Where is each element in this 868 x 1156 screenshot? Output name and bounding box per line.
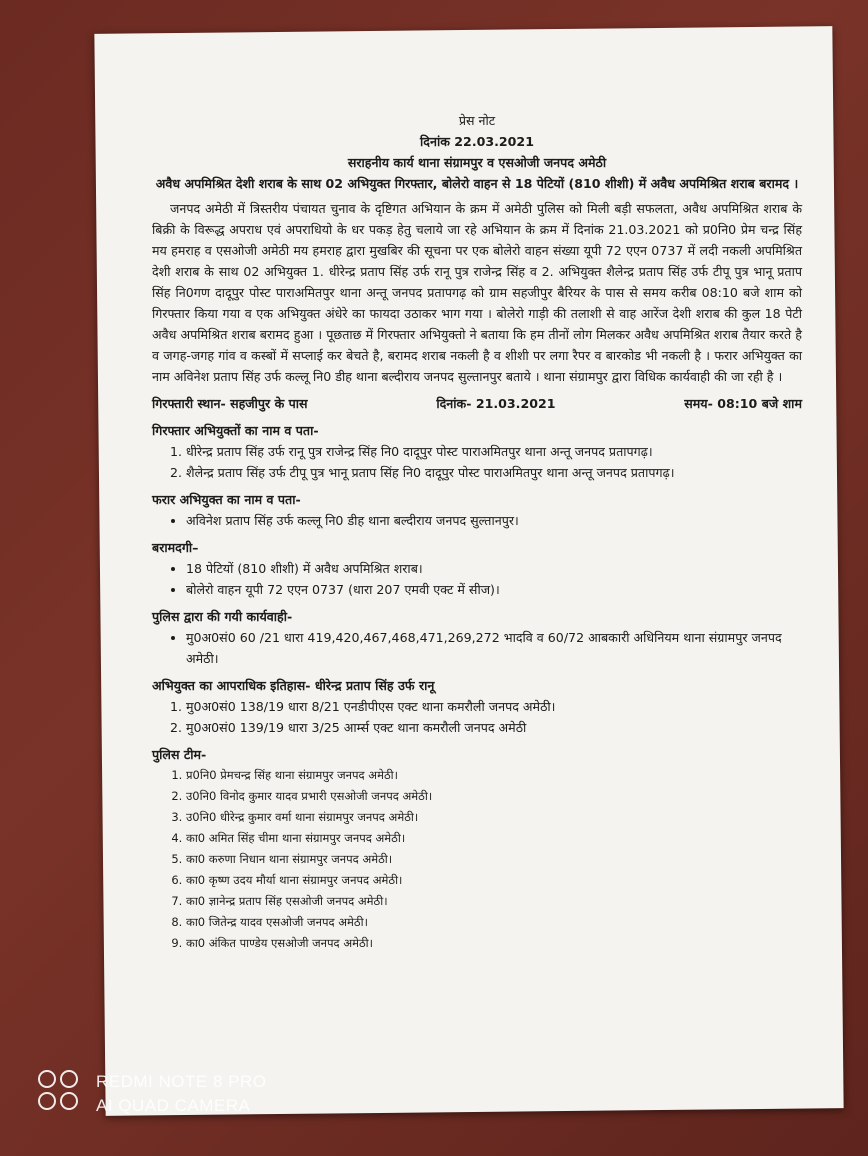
- arrested-list: [152, 441, 802, 483]
- list-item: • बोलेरो वाहन यूपी 72 एएन 0737 (धारा 207 एमवी एक्ट में सीज)।: [186, 579, 802, 600]
- arrest-date: दिनांक- 21.03.2021: [436, 396, 556, 411]
- press-note: [152, 110, 802, 954]
- list-item: 8. का0 जितेन्द्र यादव एसओजी जनपद अमेठी।: [186, 912, 802, 933]
- arrest-place: गिरफ्तारी स्थान- सहजीपुर के पास: [152, 396, 308, 411]
- list-item: 2. उ0नि0 विनोद कुमार यादव प्रभारी एसओजी जनपद अमेठी।: [186, 786, 802, 807]
- list-item: 4. का0 अमित सिंह चीमा थाना संग्रामपुर जनपद अमेठी।: [186, 828, 802, 849]
- heading-secondary: अवैध अपमिश्रित देशी शराब के साथ 02 अभियुक्त गिरफ्तार, बोलेरो वाहन से 18 पेटियों (810 शीशी) में अवैध अपमिश्रित शराब बरामद ।: [155, 176, 799, 191]
- absconding-heading: फरार अभियुक्त का नाम व पता-: [152, 492, 301, 507]
- header-block: [152, 110, 802, 194]
- history-list: [152, 696, 802, 738]
- action-list: [152, 627, 802, 669]
- list-item: 5. का0 करुणा निधान थाना संग्रामपुर जनपद अमेठी।: [186, 849, 802, 870]
- list-item: 2. मु0अ0सं0 139/19 धारा 3/25 आर्म्स एक्ट थाना कमरौली जनपद अमेठी: [186, 717, 802, 738]
- list-item: • मु0अ0सं0 60 /21 धारा 419,420,467,468,471,269,272 भादवि व 60/72 आबकारी अधिनियम थाना संग्रामपुर जनपद अमेठी।: [186, 627, 802, 669]
- heading-primary: सराहनीय कार्य थाना संग्रामपुर व एसओजी जनपद अमेठी: [347, 155, 607, 170]
- watermark-line-1: REDMI NOTE 8 PRO: [96, 1072, 267, 1091]
- team-heading: पुलिस टीम-: [152, 747, 207, 762]
- recovery-list: [152, 558, 802, 600]
- list-item: 7. का0 ज्ञानेन्द्र प्रताप सिंह एसओजी जनपद अमेठी।: [186, 891, 802, 912]
- recovery-heading: बरामदगी–: [152, 540, 199, 555]
- list-item: 1. प्र0नि0 प्रेमचन्द्र सिंह थाना संग्रामपुर जनपद अमेठी।: [186, 765, 802, 786]
- team-list: [152, 765, 802, 954]
- history-heading: अभियुक्त का आपराधिक इतिहास- धीरेन्द्र प्रताप सिंह उर्फ रानू: [152, 678, 435, 693]
- watermark-line-2: AI QUAD CAMERA: [96, 1096, 251, 1115]
- arrest-info-row: [152, 393, 802, 414]
- action-heading: पुलिस द्वारा की गयी कार्यवाही-: [152, 609, 293, 624]
- body-paragraph: जनपद अमेठी में त्रिस्तरीय पंचायत चुनाव के दृष्टिगत अभियान के क्रम में अमेठी पुलिस को मिली बड़ी सफलता, अवैध अपमिश्रित शराब के बिक्री के विरूद्ध अपराध एवं अपराधियो के धर पकड़ हेतु चलाये जा रहे अभियान के क्रम में दिनांक 21.03.2021 को प्र0नि0 प्रेम चन्द्र सिंह मय हमराह व एसओजी अमेठी मय हमराह द्वारा मुखबिर की सूचना पर एक बोलेरो वाहन संख्या यूपी 72 एएन 0737 में लदी नकली अपमिश्रित देशी शराब के साथ 02 अभियुक्त 1. धीरेन्द्र प्रताप सिंह उर्फ रानू पुत्र राजेन्द्र सिंह व 2. अभियुक्त शैलेन्द्र प्रताप सिंह उर्फ टीपू पुत्र भानू प्रताप सिंह नि0गण दादूपुर पोस्ट पाराअमितपुर थाना अन्तू जनपद प्रतापगढ़ को ग्राम सहजीपुर बैरियर के पास से समय करीब 08:10 बजे शाम को गिरफ्तार किया गया व एक अभियुक्त अंधेरे का फायदा उठाकर भाग गया । बोलेरो गाड़ी की तलाशी से वाह आरेंज देशी शराब की कुल 18 पेटी अवैध अपमिश्रित शराब बरामद हुआ । पूछताछ में गिरफ्तार अभियुक्तो ने बताया कि हम तीनों लोग मिलकर अवैध अपमिश्रित शराब तैयार करते है व जगह-जगह गांव व कस्बों में सप्लाई कर बेचते है, बरामद शराब नकली है व शीशी पर लगा रैपर व बारकोड भी नकली है । फरार अभियुक्त का नाम अविनेश प्रताप सिंह उर्फ कल्लू नि0 डीह थाना बल्दीराय जनपद सुल्तानपुर बताये । थाना संग्रामपुर द्वारा विधिक कार्यवाही की जा रही है ।: [152, 201, 803, 384]
- list-item: 1. धीरेन्द्र प्रताप सिंह उर्फ रानू पुत्र राजेन्द्र सिंह नि0 दादूपुर पोस्ट पाराअमितपुर थाना अन्तू जनपद प्रतापगढ़।: [186, 441, 802, 462]
- list-item: 3. उ0नि0 धीरेन्द्र कुमार वर्मा थाना संग्रामपुर जनपद अमेठी।: [186, 807, 802, 828]
- list-item: 2. शैलेन्द्र प्रताप सिंह उर्फ टीपू पुत्र भानू प्रताप सिंह नि0 दादूपुर पोस्ट पाराअमितपुर थाना अन्तू जनपद प्रतापगढ़।: [186, 462, 802, 483]
- arrest-time: समय- 08:10 बजे शाम: [684, 396, 802, 411]
- list-item: • अविनेश प्रताप सिंह उर्फ कल्लू नि0 डीह थाना बल्दीराय जनपद सुल्तानपुर।: [186, 510, 802, 531]
- list-item: 9. का0 अंकित पाण्डेय एसओजी जनपद अमेठी।: [186, 933, 802, 954]
- list-item: • 18 पेटियों (810 शीशी) में अवैध अपमिश्रित शराब।: [186, 558, 802, 579]
- list-item: 6. का0 कृष्ण उदय मौर्या थाना संग्रामपुर जनपद अमेठी।: [186, 870, 802, 891]
- doc-title: प्रेस नोट: [458, 113, 496, 128]
- camera-watermark: [96, 1070, 266, 1118]
- list-item: 1. मु0अ0सं0 138/19 धारा 8/21 एनडीपीएस एक्ट थाना कमरौली जनपद अमेठी।: [186, 696, 802, 717]
- arrested-heading: गिरफ्तार अभियुक्तों का नाम व पता-: [152, 423, 319, 438]
- absconding-list: [152, 510, 802, 531]
- doc-date: दिनांक 22.03.2021: [420, 134, 534, 149]
- camera-logo-icon: [38, 1070, 82, 1114]
